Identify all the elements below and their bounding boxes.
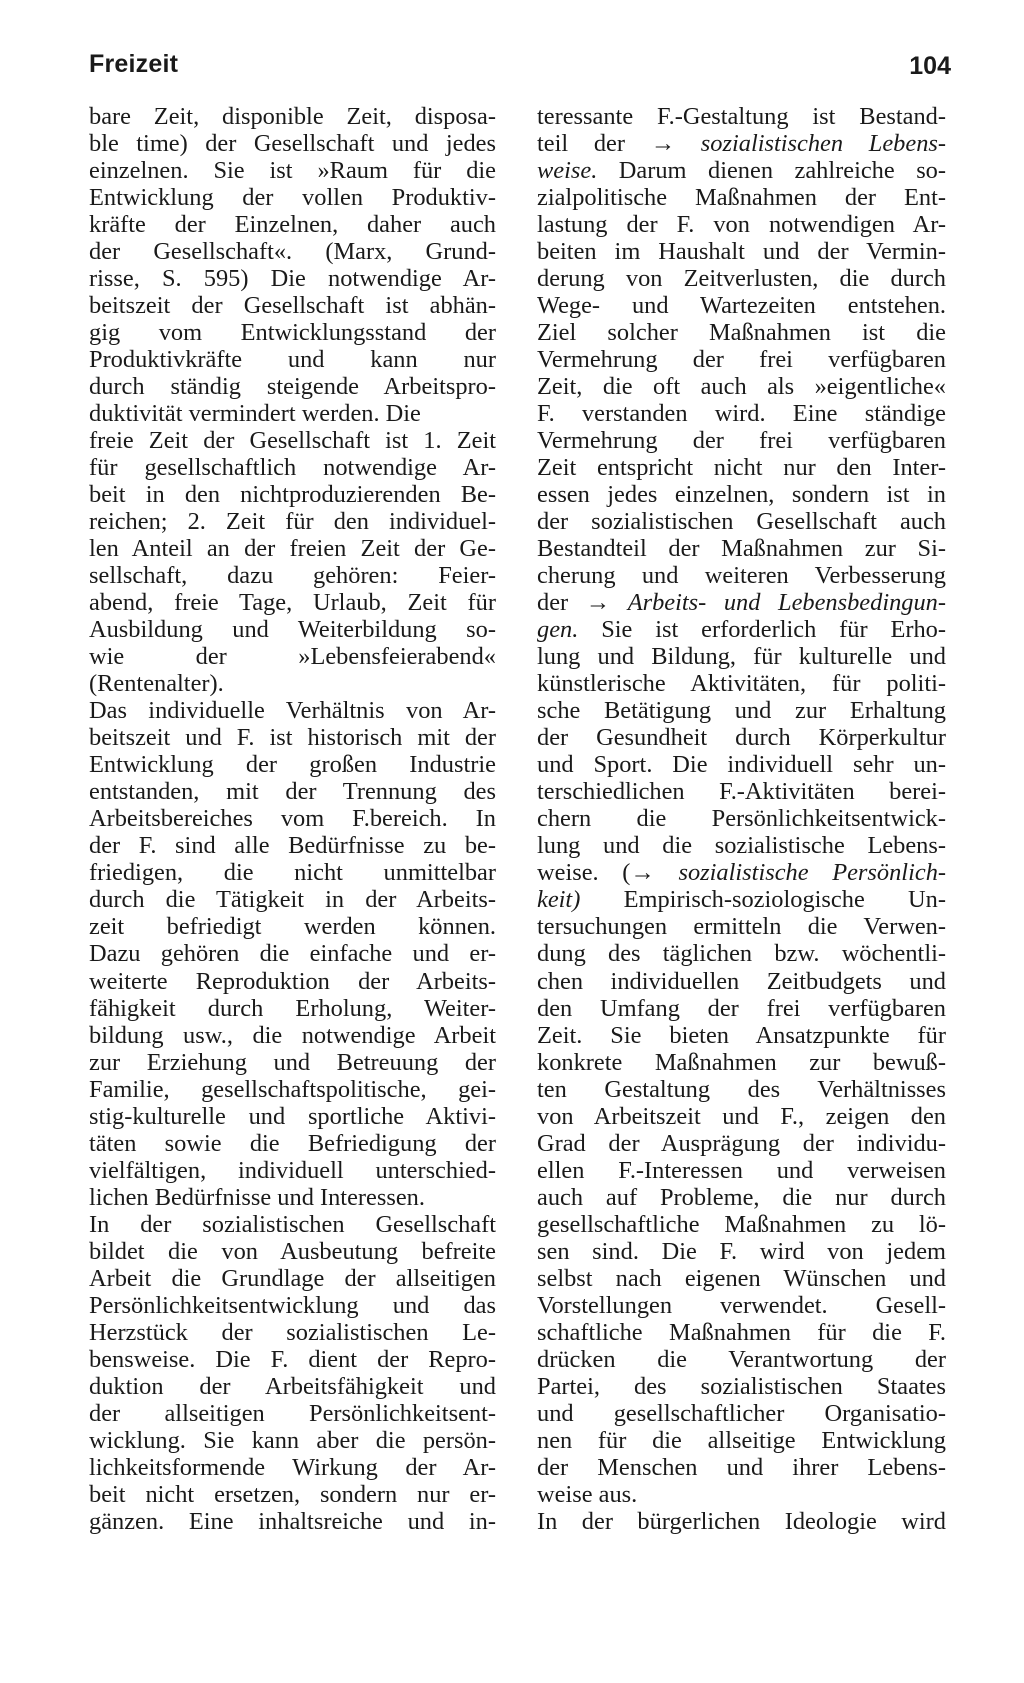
text-line: Partei, des sozialistischen Staates — [537, 1372, 946, 1400]
text-line: lichen Bedürfnisse und Interessen. — [89, 1183, 425, 1211]
text-line: Bestandteil der Maßnahmen zur Si- — [537, 535, 946, 563]
text-line: und Sport. Die individuell sehr un- — [537, 751, 946, 779]
text-line: Ziel solcher Maßnahmen ist die — [537, 319, 946, 347]
text-line: gänzen. Eine inhaltsreiche und in- — [89, 1507, 496, 1535]
text-line: F. verstanden wird. Eine ständige — [537, 400, 946, 428]
text-line: Zeit, die oft auch als »eigentliche« — [537, 373, 946, 401]
text-line: konkrete Maßnahmen zur bewuß- — [537, 1048, 946, 1076]
plain-run: Empirisch-soziologische Un- — [580, 886, 946, 914]
text-line: dung des täglichen bzw. wöchentli- — [537, 940, 946, 968]
text-line: duktion der Arbeitsfähigkeit und — [89, 1372, 496, 1400]
text-line: lichkeitsformende Wirkung der Ar- — [89, 1453, 496, 1481]
text-line: lung und Bildung, für kulturelle und — [537, 643, 946, 671]
text-line: terschiedlichen F.-Aktivitäten berei- — [537, 778, 946, 806]
text-line: Entwicklung der großen Industrie — [89, 751, 496, 779]
text-line — [537, 130, 946, 157]
text-line: beiten im Haushalt und der Vermin- — [537, 238, 946, 266]
text-line: Zeit. Sie bieten Ansatzpunkte für — [537, 1021, 946, 1049]
text-line: einzelnen. Sie ist »Raum für die — [89, 157, 496, 185]
text-line: wicklung. Sie kann aber die persön- — [89, 1426, 496, 1454]
text-line: durch ständig steigende Arbeitspro- — [89, 373, 496, 401]
text-line: friedigen, die nicht unmittelbar — [89, 859, 496, 887]
text-line: auch auf Probleme, die nur durch — [537, 1183, 946, 1211]
text-line: Produktivkräfte und kann nur — [89, 346, 496, 374]
text-line — [537, 886, 946, 913]
text-line: ten Gestaltung des Verhältnisses — [537, 1075, 946, 1103]
text-line: gig vom Entwicklungsstand der — [89, 319, 496, 347]
text-line: zeit befriedigt werden können. — [89, 913, 496, 941]
text-line: freie Zeit der Gesellschaft ist 1. Zeit — [89, 427, 496, 455]
text-line: ble time) der Gesellschaft und jedes — [89, 130, 496, 158]
text-line: der Menschen und ihrer Lebens- — [537, 1453, 946, 1481]
text-line: Entwicklung der vollen Produktiv- — [89, 184, 496, 212]
page-number: 104 — [909, 52, 951, 80]
text-line: vielfältigen, individuell unterschied- — [89, 1156, 496, 1184]
text-line: Vermehrung der frei verfügbaren — [537, 346, 946, 374]
text-line: der sozialistischen Gesellschaft auch — [537, 508, 946, 536]
text-line: (Rentenalter). — [89, 670, 224, 698]
text-line: der F. sind alle Bedürfnisse zu be- — [89, 832, 496, 860]
text-line: weiterte Reproduktion der Arbeits- — [89, 967, 496, 995]
cross-reference: keit) — [537, 886, 581, 914]
text-line: tersuchungen ermitteln die Verwen- — [537, 913, 946, 941]
section-word: Freizeit — [89, 50, 179, 78]
text-line: täten sowie die Befriedigung der — [89, 1129, 496, 1157]
text-line: kräfte der Einzelnen, daher auch — [89, 211, 496, 239]
text-line — [537, 859, 946, 886]
text-line: der Gesundheit durch Körperkultur — [537, 724, 946, 752]
text-line: teressante F.-Gestaltung ist Bestand- — [537, 103, 946, 130]
text-line: Ausbildung und Weiterbildung so- — [89, 616, 496, 644]
text-line: bildet die von Ausbeutung befreite — [89, 1237, 496, 1265]
text-line: Dazu gehören die einfache und er- — [89, 940, 496, 968]
text-line: Wege- und Wartezeiten entstehen. — [537, 292, 946, 320]
text-line: gesellschaftliche Maßnahmen zu lö- — [537, 1210, 946, 1238]
text-line: lung und die sozialistische Lebens- — [537, 832, 946, 860]
right-text-column — [537, 103, 946, 1535]
text-line: beitszeit der Gesellschaft ist abhän- — [89, 292, 496, 320]
text-line: den Umfang der frei verfügbaren — [537, 994, 946, 1022]
plain-run: Darum dienen zahlreiche so- — [597, 157, 946, 185]
text-line: zialpolitische Maßnahmen der Ent- — [537, 184, 946, 212]
text-line: Das individuelle Verhältnis von Ar- — [89, 697, 496, 725]
text-line: künstlerische Aktivitäten, für politi- — [537, 670, 946, 698]
text-line: und gesellschaftlicher Organisatio- — [537, 1399, 946, 1427]
text-line: len Anteil an der freien Zeit der Ge- — [89, 535, 496, 563]
text-line: nen für die allseitige Entwicklung — [537, 1426, 946, 1454]
cross-reference: sozialistische Persönlich- — [678, 859, 947, 887]
running-head — [89, 50, 951, 90]
text-line: drücken die Verantwortung der — [537, 1345, 946, 1373]
text-line: durch die Tätigkeit in der Arbeits- — [89, 886, 496, 914]
plain-run: der → — [537, 589, 628, 617]
text-line: sellschaft, dazu gehören: Feier- — [89, 562, 496, 590]
plain-run: weise. (→ — [537, 859, 679, 887]
text-line: zur Erziehung und Betreuung der — [89, 1048, 496, 1076]
left-text-column — [89, 103, 496, 1535]
text-line: sche Betätigung und zur Erhaltung — [537, 697, 946, 725]
text-line: wie der »Lebensfeierabend« — [89, 643, 496, 671]
cross-reference: Arbeits- und Lebensbedingun- — [627, 589, 946, 617]
text-line: In der bürgerlichen Ideologie wird — [537, 1507, 946, 1535]
cross-reference: sozialistischen Lebens- — [700, 130, 946, 158]
text-line: essen jedes einzelnen, sondern ist in — [537, 481, 946, 509]
text-line: bare Zeit, disponible Zeit, disposa- — [89, 103, 496, 130]
text-line: beit in den nichtproduzierenden Be- — [89, 481, 496, 509]
text-line: stig-kulturelle und sportliche Aktivi- — [89, 1102, 496, 1130]
text-line: beitszeit und F. ist historisch mit der — [89, 724, 496, 752]
cross-reference: gen. — [537, 616, 579, 644]
text-line: Zeit entspricht nicht nur den Inter- — [537, 454, 946, 482]
text-line: In der sozialistischen Gesellschaft — [89, 1210, 496, 1238]
text-line: Grad der Ausprägung der individu- — [537, 1129, 946, 1157]
text-line: bildung usw., die notwendige Arbeit — [89, 1021, 496, 1049]
text-line: sen sind. Die F. wird von jedem — [537, 1237, 946, 1265]
text-line: für gesellschaftlich notwendige Ar- — [89, 454, 496, 482]
text-line: abend, freie Tage, Urlaub, Zeit für — [89, 589, 496, 617]
text-line: entstanden, mit der Trennung des — [89, 778, 496, 806]
text-line: Familie, gesellschaftspolitische, gei- — [89, 1075, 496, 1103]
text-line: fähigkeit durch Erholung, Weiter- — [89, 994, 496, 1022]
text-line: der allseitigen Persönlichkeitsent- — [89, 1399, 496, 1427]
text-line: von Arbeitszeit und F., zeigen den — [537, 1102, 946, 1130]
text-line: Vorstellungen verwendet. Gesell- — [537, 1291, 946, 1319]
text-line: cherung und weiteren Verbesserung — [537, 562, 946, 590]
text-line: risse, S. 595) Die notwendige Ar- — [89, 265, 496, 293]
plain-run: Sie ist erforderlich für Erho- — [578, 616, 946, 644]
text-line: chern die Persönlichkeitsentwick- — [537, 805, 946, 833]
text-line — [537, 589, 946, 616]
text-line: Arbeitsbereiches vom F.bereich. In — [89, 805, 496, 833]
plain-run: teil der → — [537, 130, 701, 158]
text-line: Vermehrung der frei verfügbaren — [537, 427, 946, 455]
text-line: schaftliche Maßnahmen für die F. — [537, 1318, 946, 1346]
text-line: chen individuellen Zeitbudgets und — [537, 967, 946, 995]
text-line: Persönlichkeitsentwicklung und das — [89, 1291, 496, 1319]
text-line: Arbeit die Grundlage der allseitigen — [89, 1264, 496, 1292]
text-line: beit nicht ersetzen, sondern nur er- — [89, 1480, 496, 1508]
text-line: Herzstück der sozialistischen Le- — [89, 1318, 496, 1346]
text-line — [537, 616, 946, 643]
text-line: weise aus. — [537, 1480, 638, 1508]
text-line: duktivität vermindert werden. Die — [89, 400, 421, 428]
text-line: selbst nach eigenen Wünschen und — [537, 1264, 946, 1292]
cross-reference: weise. — [537, 157, 598, 185]
text-line: ellen F.-Interessen und verweisen — [537, 1156, 946, 1184]
text-line: lastung der F. von notwendigen Ar- — [537, 211, 946, 239]
text-line: der Gesellschaft«. (Marx, Grund- — [89, 238, 496, 266]
text-line: bensweise. Die F. dient der Repro- — [89, 1345, 496, 1373]
text-line: derung von Zeitverlusten, die durch — [537, 265, 946, 293]
text-line: reichen; 2. Zeit für den individuel- — [89, 508, 496, 536]
text-line — [537, 157, 946, 184]
